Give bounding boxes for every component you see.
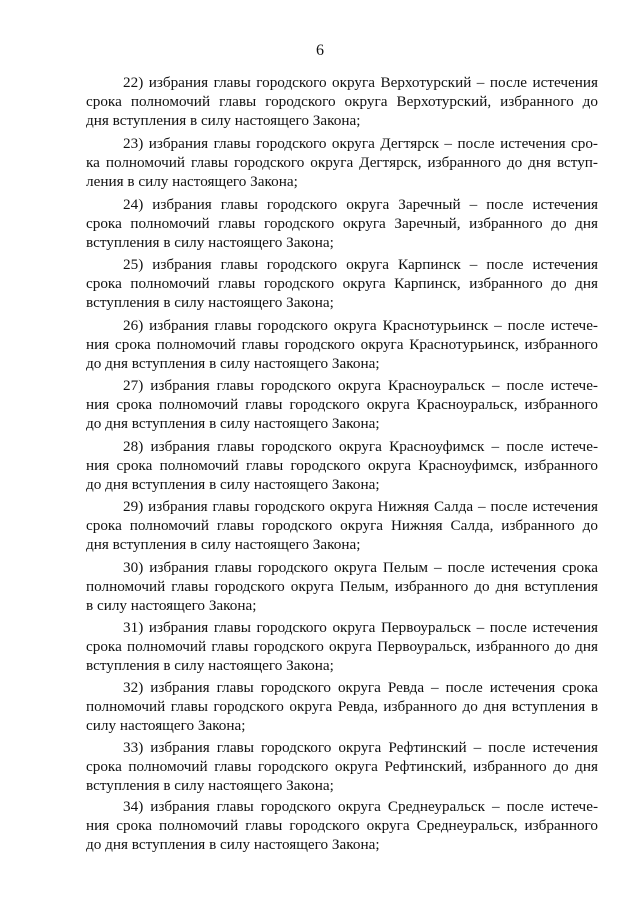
paragraph-line: вступления в силу настоящего Закона; (86, 234, 334, 251)
list-item (86, 316, 598, 376)
paragraph-line: до дня вступления в силу настоящего Закона; (86, 355, 380, 372)
paragraph-line: 32) избрания главы городского округа Ревда – после истечения срока (123, 679, 598, 696)
list-item (86, 134, 598, 194)
list-item (86, 558, 598, 618)
paragraph-line: 33) избрания главы городского округа Рефтинский – после истечения (123, 739, 598, 756)
paragraph-line: до дня вступления в силу настоящего Закона; (86, 415, 380, 432)
paragraph-line: 24) избрания главы городского округа Заречный – после истечения (123, 196, 598, 213)
paragraph-line: полномочий главы городского округа Пелым, избранного до дня вступления (86, 578, 598, 595)
paragraph-line: 30) избрания главы городского округа Пелым – после истечения срока (123, 559, 598, 576)
paragraph-line: 23) избрания главы городского округа Дегтярск – после истечения сро- (123, 135, 598, 152)
paragraph-line: срока полномочий главы городского округа Заречный, избранного до дня (86, 215, 598, 232)
list-item (86, 738, 598, 798)
page-number: 6 (316, 42, 324, 59)
list-item (86, 437, 598, 497)
paragraph-line: ния срока полномочий главы городского округа Красноуральск, избранного (86, 396, 598, 413)
paragraph-line: 26) избрания главы городского округа Краснотурьинск – после истече- (123, 317, 598, 334)
paragraph-line: полномочий главы городского округа Ревда, избранного до дня вступления в (86, 698, 598, 715)
paragraph-line: срока полномочий главы городского округа Верхотурский, избранного до (86, 93, 598, 110)
paragraph-line: срока полномочий главы городского округа Первоуральск, избранного до дня (86, 638, 598, 655)
paragraph-line: дня вступления в силу настоящего Закона; (86, 112, 361, 129)
list-item (86, 618, 598, 678)
paragraph-line: срока полномочий главы городского округа Рефтинский, избранного до дня (86, 758, 598, 775)
paragraph-line: 22) избрания главы городского округа Верхотурский – после истечения (123, 74, 598, 91)
paragraph-line: 28) избрания главы городского округа Красноуфимск – после истече- (123, 438, 598, 455)
paragraph-line: в силу настоящего Закона; (86, 597, 257, 614)
list-item (86, 497, 598, 557)
paragraph-line: срока полномочий главы городского округа Карпинск, избранного до дня (86, 275, 598, 292)
paragraph-line: ния срока полномочий главы городского округа Краснотурьинск, избранного (86, 336, 598, 353)
paragraph-line: 31) избрания главы городского округа Первоуральск – после истечения (123, 619, 598, 636)
list-item (86, 797, 598, 857)
list-item (86, 195, 598, 255)
paragraph-line: до дня вступления в силу настоящего Закона; (86, 476, 380, 493)
paragraph-line: 34) избрания главы городского округа Среднеуральск – после истече- (123, 798, 598, 815)
list-item (86, 376, 598, 436)
paragraph-line: вступления в силу настоящего Закона; (86, 777, 334, 794)
list-item (86, 73, 598, 133)
paragraph-line: дня вступления в силу настоящего Закона; (86, 536, 361, 553)
paragraph-line: ния срока полномочий главы городского округа Среднеуральск, избранного (86, 817, 598, 834)
paragraph-line: 25) избрания главы городского округа Карпинск – после истечения (123, 256, 598, 273)
list-item (86, 255, 598, 315)
paragraph-line: вступления в силу настоящего Закона; (86, 294, 334, 311)
paragraph-line: ния срока полномочий главы городского округа Красноуфимск, избранного (86, 457, 598, 474)
paragraph-line: до дня вступления в силу настоящего Закона; (86, 836, 380, 853)
paragraph-line: ка полномочий главы городского округа Дегтярск, избранного до дня вступ- (86, 154, 598, 171)
paragraph-line: вступления в силу настоящего Закона; (86, 657, 334, 674)
paragraph-line: 27) избрания главы городского округа Красноуральск – после истече- (123, 377, 598, 394)
list-item (86, 678, 598, 738)
paragraph-line: 29) избрания главы городского округа Нижняя Салда – после истечения (123, 498, 598, 515)
paragraph-line: силу настоящего Закона; (86, 717, 246, 734)
paragraph-line: срока полномочий главы городского округа Нижняя Салда, избранного до (86, 517, 598, 534)
paragraph-line: ления в силу настоящего Закона; (86, 173, 298, 190)
